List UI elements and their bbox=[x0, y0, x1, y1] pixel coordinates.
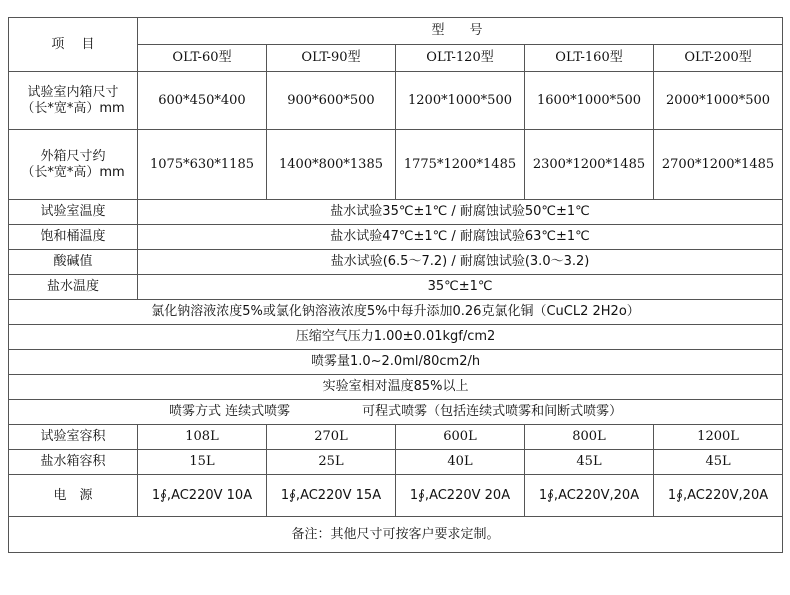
saturator-temp-value: 盐水试验47℃±1℃ / 耐腐蚀试验63℃±1℃ bbox=[138, 225, 783, 250]
model-name: OLT-200型 bbox=[654, 45, 783, 72]
humidity-text: 实验室相对温度85%以上 bbox=[9, 375, 783, 400]
brine-capacity-value: 40L bbox=[396, 450, 525, 475]
model-name: OLT-90型 bbox=[267, 45, 396, 72]
inner-size-value: 2000*1000*500 bbox=[654, 72, 783, 130]
chamber-capacity-value: 1200L bbox=[654, 425, 783, 450]
remark-text: 备注：其他尺寸可按客户要求定制。 bbox=[9, 517, 783, 553]
power-value: 1∮,AC220V 15A bbox=[267, 475, 396, 517]
outer-size-row bbox=[9, 130, 783, 200]
brine-temp-row bbox=[9, 275, 783, 300]
ph-label: 酸碱值 bbox=[9, 250, 138, 275]
chamber-capacity-label: 试验室容积 bbox=[9, 425, 138, 450]
model-header: 型 号 bbox=[138, 18, 783, 45]
brine-capacity-value: 45L bbox=[525, 450, 654, 475]
outer-size-value: 1400*800*1385 bbox=[267, 130, 396, 200]
model-name: OLT-120型 bbox=[396, 45, 525, 72]
inner-size-row bbox=[9, 72, 783, 130]
ph-value: 盐水试验(6.5～7.2) / 耐腐蚀试验(3.0～3.2) bbox=[138, 250, 783, 275]
outer-size-label-line1: 外箱尺寸约 bbox=[40, 148, 106, 164]
outer-size-value: 1075*630*1185 bbox=[138, 130, 267, 200]
power-row bbox=[9, 475, 783, 517]
inner-size-label-line2: （长*宽*高）mm bbox=[21, 100, 125, 116]
outer-size-value: 1775*1200*1485 bbox=[396, 130, 525, 200]
chamber-capacity-value: 800L bbox=[525, 425, 654, 450]
inner-size-label bbox=[9, 72, 138, 130]
outer-size-label bbox=[9, 130, 138, 200]
air-pressure-text: 压缩空气压力1.00±0.01kgf/cm2 bbox=[9, 325, 783, 350]
inner-size-value: 1600*1000*500 bbox=[525, 72, 654, 130]
power-value: 1∮,AC220V 20A bbox=[396, 475, 525, 517]
brine-capacity-value: 25L bbox=[267, 450, 396, 475]
spray-mode-row bbox=[9, 400, 783, 425]
item-header: 项 目 bbox=[9, 18, 138, 72]
spec-table bbox=[8, 17, 783, 553]
chamber-temp-row bbox=[9, 200, 783, 225]
solution-text: 氯化钠溶液浓度5%或氯化钠溶液浓度5%中每升添加0.26克氯化铜（CuCL2 2H2o） bbox=[9, 300, 783, 325]
chamber-temp-label: 试验室温度 bbox=[9, 200, 138, 225]
chamber-capacity-value: 108L bbox=[138, 425, 267, 450]
saturator-temp-label: 饱和桶温度 bbox=[9, 225, 138, 250]
spray-mode-label: 喷雾方式 连续式喷雾 bbox=[168, 404, 291, 419]
spray-volume-text: 喷雾量1.0~2.0ml/80cm2/h bbox=[9, 350, 783, 375]
brine-temp-label: 盐水温度 bbox=[9, 275, 138, 300]
outer-size-value: 2700*1200*1485 bbox=[654, 130, 783, 200]
outer-size-label-line2: （长*宽*高）mm bbox=[21, 164, 125, 180]
ph-row bbox=[9, 250, 783, 275]
model-name: OLT-60型 bbox=[138, 45, 267, 72]
brine-capacity-value: 15L bbox=[138, 450, 267, 475]
inner-size-value: 1200*1000*500 bbox=[396, 72, 525, 130]
header-row bbox=[9, 18, 783, 45]
solution-row bbox=[9, 300, 783, 325]
chamber-temp-value: 盐水试验35℃±1℃ / 耐腐蚀试验50℃±1℃ bbox=[138, 200, 783, 225]
power-value: 1∮,AC220V 10A bbox=[138, 475, 267, 517]
brine-capacity-value: 45L bbox=[654, 450, 783, 475]
power-value: 1∮,AC220V,20A bbox=[525, 475, 654, 517]
brine-temp-value: 35℃±1℃ bbox=[138, 275, 783, 300]
power-value: 1∮,AC220V,20A bbox=[654, 475, 783, 517]
chamber-capacity-value: 270L bbox=[267, 425, 396, 450]
inner-size-value: 900*600*500 bbox=[267, 72, 396, 130]
humidity-row bbox=[9, 375, 783, 400]
chamber-capacity-value: 600L bbox=[396, 425, 525, 450]
air-pressure-row bbox=[9, 325, 783, 350]
spray-mode-cell bbox=[9, 400, 783, 425]
model-name: OLT-160型 bbox=[525, 45, 654, 72]
remark-row bbox=[9, 517, 783, 553]
spray-volume-row bbox=[9, 350, 783, 375]
outer-size-value: 2300*1200*1485 bbox=[525, 130, 654, 200]
spray-mode-alt: 可程式喷雾（包括连续式喷雾和间断式喷雾） bbox=[362, 404, 623, 419]
brine-capacity-row bbox=[9, 450, 783, 475]
brine-capacity-label: 盐水箱容积 bbox=[9, 450, 138, 475]
power-label: 电 源 bbox=[9, 475, 138, 517]
saturator-temp-row bbox=[9, 225, 783, 250]
inner-size-value: 600*450*400 bbox=[138, 72, 267, 130]
chamber-capacity-row bbox=[9, 425, 783, 450]
inner-size-label-line1: 试验室内箱尺寸 bbox=[27, 84, 119, 100]
